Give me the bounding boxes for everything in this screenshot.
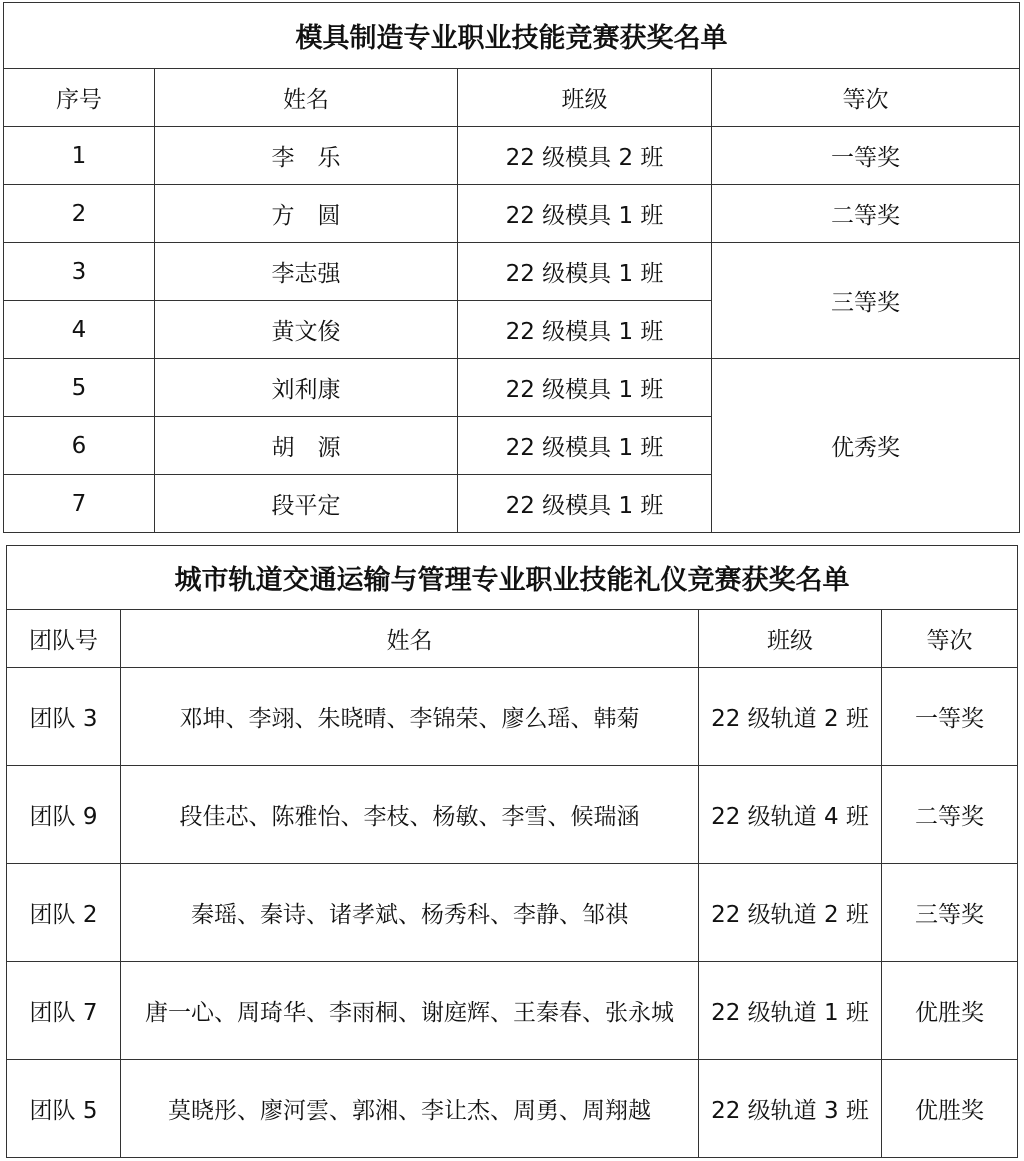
header-name: 姓名 xyxy=(155,69,458,127)
row-class: 22 级模具 1 班 xyxy=(458,417,712,475)
row-rank-merged: 三等奖 xyxy=(712,243,1020,359)
mold-table-title: 模具制造专业职业技能竞赛获奖名单 xyxy=(4,3,1020,69)
row-seq: 7 xyxy=(4,475,155,533)
row-class: 22 级模具 2 班 xyxy=(458,127,712,185)
row-seq: 5 xyxy=(4,359,155,417)
row-name: 黄文俊 xyxy=(155,301,458,359)
row-names: 秦瑶、秦诗、诸孝斌、杨秀科、李静、邹祺 xyxy=(121,864,699,962)
table-row xyxy=(7,1060,1018,1158)
row-team: 团队 7 xyxy=(7,962,121,1060)
row-team: 团队 9 xyxy=(7,766,121,864)
row-class: 22 级轨道 1 班 xyxy=(699,962,882,1060)
table-row xyxy=(7,766,1018,864)
row-names: 段佳芯、陈雅怡、李枝、杨敏、李雪、候瑞涵 xyxy=(121,766,699,864)
header-names: 姓名 xyxy=(121,610,699,668)
row-team: 团队 2 xyxy=(7,864,121,962)
row-seq: 1 xyxy=(4,127,155,185)
header-team: 团队号 xyxy=(7,610,121,668)
row-name: 段平定 xyxy=(155,475,458,533)
row-names: 莫晓彤、廖河雲、郭湘、李让杰、周勇、周翔越 xyxy=(121,1060,699,1158)
table-row xyxy=(4,185,1020,243)
header-class: 班级 xyxy=(699,610,882,668)
rail-award-table xyxy=(6,545,1018,1158)
row-seq: 2 xyxy=(4,185,155,243)
table-row xyxy=(7,668,1018,766)
table-row xyxy=(4,127,1020,185)
table-row xyxy=(4,243,1020,301)
row-class: 22 级模具 1 班 xyxy=(458,185,712,243)
table-row xyxy=(7,864,1018,962)
row-seq: 4 xyxy=(4,301,155,359)
row-name: 刘利康 xyxy=(155,359,458,417)
row-rank: 二等奖 xyxy=(712,185,1020,243)
table-row xyxy=(4,359,1020,417)
row-rank: 三等奖 xyxy=(882,864,1018,962)
row-class: 22 级轨道 4 班 xyxy=(699,766,882,864)
header-seq: 序号 xyxy=(4,69,155,127)
row-class: 22 级模具 1 班 xyxy=(458,359,712,417)
row-name: 胡 源 xyxy=(155,417,458,475)
header-rank: 等次 xyxy=(712,69,1020,127)
header-rank: 等次 xyxy=(882,610,1018,668)
rail-table-title: 城市轨道交通运输与管理专业职业技能礼仪竞赛获奖名单 xyxy=(7,546,1018,610)
row-rank: 一等奖 xyxy=(882,668,1018,766)
row-class: 22 级轨道 3 班 xyxy=(699,1060,882,1158)
mold-award-table xyxy=(3,2,1020,533)
row-seq: 6 xyxy=(4,417,155,475)
row-rank-merged: 优秀奖 xyxy=(712,359,1020,533)
row-class: 22 级轨道 2 班 xyxy=(699,668,882,766)
row-class: 22 级模具 1 班 xyxy=(458,243,712,301)
row-name: 方 圆 xyxy=(155,185,458,243)
table-row xyxy=(7,962,1018,1060)
row-name: 李志强 xyxy=(155,243,458,301)
row-team: 团队 5 xyxy=(7,1060,121,1158)
row-class: 22 级模具 1 班 xyxy=(458,475,712,533)
row-rank: 优胜奖 xyxy=(882,962,1018,1060)
row-rank: 二等奖 xyxy=(882,766,1018,864)
row-rank: 优胜奖 xyxy=(882,1060,1018,1158)
row-class: 22 级轨道 2 班 xyxy=(699,864,882,962)
header-class: 班级 xyxy=(458,69,712,127)
row-names: 邓坤、李翊、朱晓晴、李锦荣、廖么瑶、韩菊 xyxy=(121,668,699,766)
row-names: 唐一心、周琦华、李雨桐、谢庭辉、王秦春、张永城 xyxy=(121,962,699,1060)
row-name: 李 乐 xyxy=(155,127,458,185)
row-class: 22 级模具 1 班 xyxy=(458,301,712,359)
row-seq: 3 xyxy=(4,243,155,301)
row-team: 团队 3 xyxy=(7,668,121,766)
row-rank: 一等奖 xyxy=(712,127,1020,185)
